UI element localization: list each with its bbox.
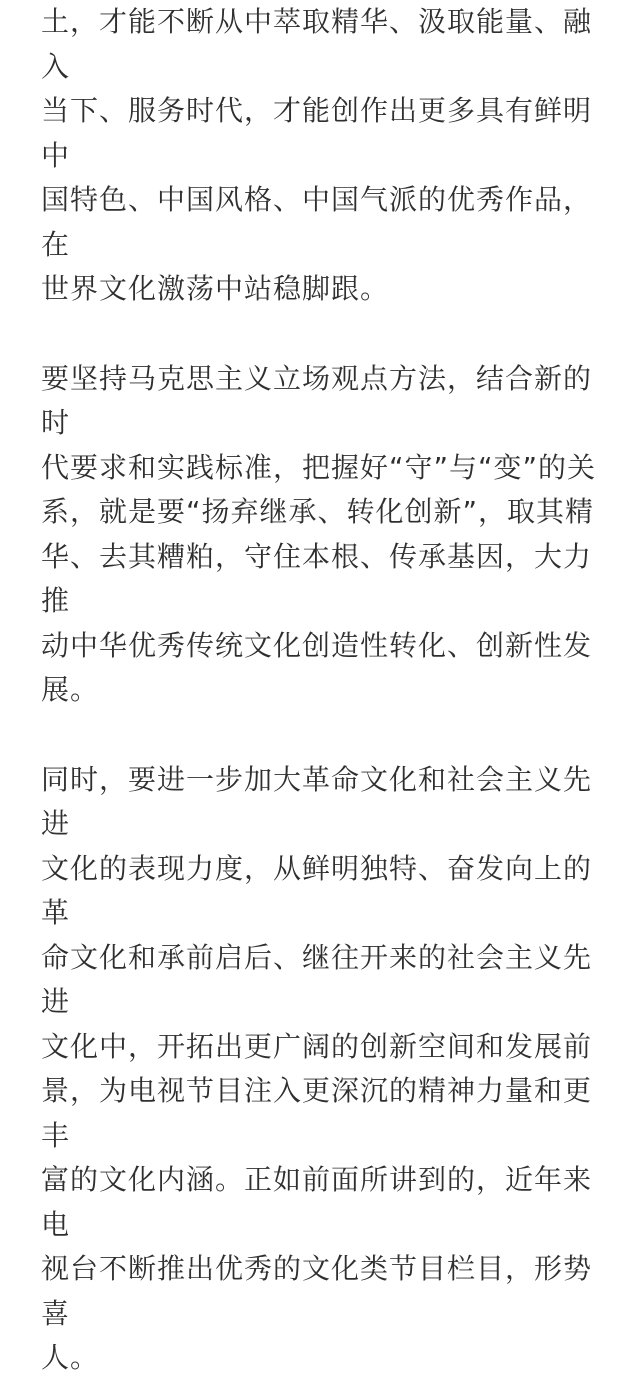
paragraph-3: 同时，要进一步加大革命文化和社会主义先进 文化的表现力度，从鲜明独特、奋发向上的革 命文化和承前启后、继往开来的社会主义先进 文化中，开拓出更广阔的创新空间和发展前 景，为电视节目注入更深沉的精神力量和更丰 富的文化内涵。正如前面所讲到的，近年来电 视台不断推出优秀的文化类节目栏目，形势喜 人。 xyxy=(41,762,593,1374)
paragraph-gap xyxy=(41,312,616,357)
paragraph-gap xyxy=(41,713,616,758)
paragraph-2: 要坚持马克思主义立场观点方法，结合新的时 代要求和实践标准，把握好“守”与“变”的关 系，就是要“扬弃继承、转化创新”，取其精 华、去其糟粕，守住本根、传承基因，大力推 动中华优秀传统文化创造性转化、创新性发 展。 xyxy=(41,361,597,706)
paragraph-1: 土，才能不断从中萃取精华、汲取能量、融入 当下、服务时代，才能创作出更多具有鲜明中 国特色、中国风格、中国气派的优秀作品，在 世界文化激荡中站稳脚跟。 xyxy=(41,5,593,305)
article-body xyxy=(41,0,616,1381)
